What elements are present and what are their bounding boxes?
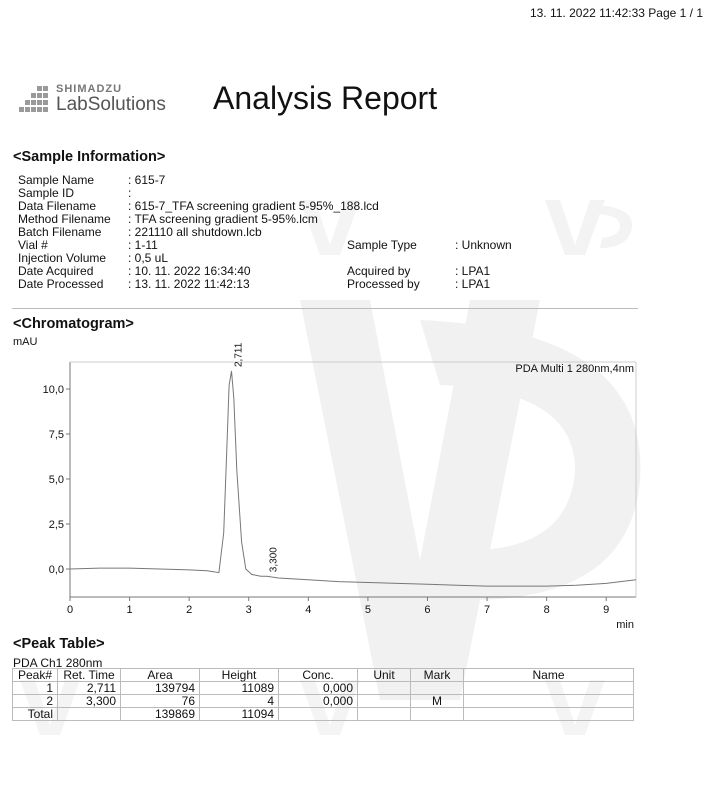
table-cell [464, 682, 634, 695]
table-cell: 0,000 [279, 682, 358, 695]
table-cell: 11094 [200, 708, 279, 721]
table-cell: 139794 [121, 682, 200, 695]
info-label: Data Filename [18, 199, 97, 213]
y-tick-label: 10,0 [42, 384, 64, 396]
page-header-timestamp: 13. 11. 2022 11:42:33 Page 1 / 1 [529, 6, 703, 20]
info-label: Date Acquired [18, 264, 94, 278]
x-tick-label: 4 [305, 604, 312, 616]
y-tick-label: 2,5 [48, 519, 64, 531]
peak-label: 2,711 [233, 342, 245, 367]
chromatogram-heading: <Chromatogram> [13, 316, 134, 332]
info-label: Acquired by [347, 264, 411, 278]
column-header: Area [121, 669, 200, 682]
info-label: Sample Type [347, 238, 417, 252]
y-tick-label: 5,0 [48, 474, 64, 486]
table-cell: 0,000 [279, 695, 358, 708]
table-cell [358, 695, 411, 708]
x-tick-label: 7 [483, 604, 491, 616]
table-cell: 139869 [121, 708, 200, 721]
info-value: : 615-7 [128, 173, 166, 187]
peak-table-subheading: PDA Ch1 280nm [13, 656, 103, 670]
x-tick-label: 8 [543, 604, 550, 616]
table-cell: Total [13, 708, 58, 721]
table-cell: 76 [121, 695, 200, 708]
table-cell: 3,300 [58, 695, 121, 708]
info-value: : 13. 11. 2022 11:42:13 [128, 277, 250, 291]
info-value: : Unknown [455, 238, 512, 252]
table-cell [358, 708, 411, 721]
column-header: Mark [411, 669, 464, 682]
table-row [13, 695, 634, 708]
report-title: Analysis Report [213, 80, 438, 116]
info-label: Method Filename [18, 212, 111, 226]
sample-info-block [0, 174, 711, 294]
chart-legend: PDA Multi 1 280nm,4nm [515, 363, 634, 375]
table-cell: 1 [13, 682, 58, 695]
column-header: Unit [358, 669, 411, 682]
table-cell: 11089 [200, 682, 279, 695]
x-tick-label: 5 [364, 604, 371, 616]
table-cell: 2 [13, 695, 58, 708]
logo-brand: SHIMADZU [56, 83, 123, 95]
table-cell: 2,711 [58, 682, 121, 695]
x-tick-label: 2 [186, 604, 193, 616]
info-label: Injection Volume [18, 251, 107, 265]
y-tick-label: 0,0 [48, 564, 64, 576]
y-unit-label: mAU [13, 336, 38, 348]
table-cell [279, 708, 358, 721]
info-value: : LPA1 [455, 277, 491, 291]
logo-product: LabSolutions [56, 94, 166, 115]
column-header: Height [200, 669, 279, 682]
column-header: Peak# [13, 669, 58, 682]
info-label: Processed by [347, 277, 420, 291]
info-value: : 10. 11. 2022 16:34:40 [128, 264, 251, 278]
peak-table [12, 668, 634, 721]
info-label: Batch Filename [18, 225, 102, 239]
x-tick-label: 6 [424, 604, 431, 616]
table-cell [411, 682, 464, 695]
table-cell: M [411, 695, 464, 708]
x-tick-label: 1 [126, 604, 133, 616]
table-cell [464, 695, 634, 708]
info-value: : 1-11 [128, 238, 158, 252]
table-cell [464, 708, 634, 721]
column-header: Ret. Time [58, 669, 121, 682]
sample-info-heading: <Sample Information> [13, 149, 166, 165]
peak-label: 3,300 [268, 547, 280, 573]
table-total-row [13, 708, 634, 721]
x-unit-label: min [616, 619, 634, 631]
table-cell [411, 708, 464, 721]
x-tick-label: 3 [245, 604, 252, 616]
chromatogram-chart [0, 340, 711, 635]
info-value: : 221110 all shutdown.lcb [128, 225, 262, 239]
peak-table-heading: <Peak Table> [13, 636, 105, 652]
section-divider [12, 308, 638, 309]
column-header: Conc. [279, 669, 358, 682]
info-value: : TFA screening gradient 5-95%.lcm [128, 212, 318, 226]
chromatogram-trace [70, 371, 636, 586]
info-label: Date Processed [18, 277, 104, 291]
info-label: Sample ID [18, 186, 75, 200]
x-tick-label: 0 [66, 604, 74, 616]
info-value: : [128, 186, 132, 200]
column-header: Name [464, 669, 634, 682]
table-header-row [13, 669, 634, 682]
info-value: : LPA1 [455, 264, 491, 278]
x-tick-label: 9 [603, 604, 610, 616]
info-label: Vial # [18, 238, 48, 252]
table-cell [358, 682, 411, 695]
table-row [13, 682, 634, 695]
table-cell [58, 708, 121, 721]
y-tick-label: 7,5 [48, 429, 64, 441]
info-label: Sample Name [18, 173, 95, 187]
info-value: : 0,5 uL [128, 251, 169, 265]
info-value: : 615-7_TFA screening gradient 5-95%_188.lcd [128, 199, 379, 213]
table-cell: 4 [200, 695, 279, 708]
shimadzu-logo-icon [15, 86, 51, 114]
